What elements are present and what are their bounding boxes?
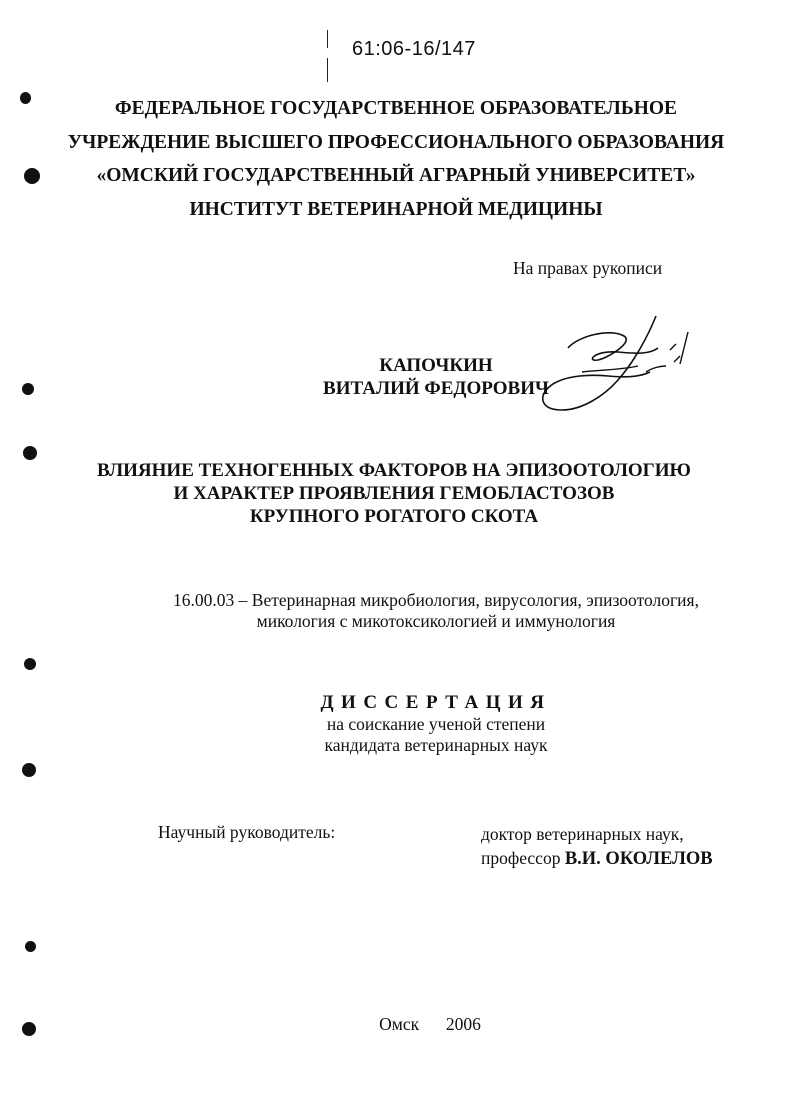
binder-hole-mark bbox=[22, 383, 34, 395]
supervisor-name: В.И. ОКОЛЕЛОВ bbox=[564, 849, 713, 869]
author-signature bbox=[538, 314, 718, 414]
institution-line: ФЕДЕРАЛЬНОЕ ГОСУДАРСТВЕННОЕ ОБРАЗОВАТЕЛЬНОЕ bbox=[114, 98, 678, 119]
dissertation-degree-line: кандидата ветеринарных наук bbox=[324, 735, 548, 755]
supervisor-details bbox=[481, 822, 713, 871]
institution-line: ИНСТИТУТ ВЕТЕРИНАРНОЙ МЕДИЦИНЫ bbox=[189, 198, 603, 220]
institution-line: УЧРЕЖДЕНИЕ ВЫСШЕГО ПРОФЕССИОНАЛЬНОГО ОБРАЗОВАНИЯ bbox=[67, 131, 725, 153]
scan-mark-line bbox=[327, 58, 328, 82]
specialty-line: 16.00.03 – Ветеринарная микробиология, вирусология, эпизоотология, bbox=[173, 590, 699, 610]
thesis-title-line: КРУПНОГО РОГАТОГО СКОТА bbox=[249, 506, 539, 527]
binder-hole-mark bbox=[23, 446, 37, 460]
binder-hole-mark bbox=[25, 941, 36, 952]
specialty bbox=[40, 590, 792, 632]
footer-year: 2006 bbox=[445, 1014, 481, 1034]
footer-city: Омск bbox=[379, 1014, 420, 1034]
thesis-title-line: ВЛИЯНИЕ ТЕХНОГЕННЫХ ФАКТОРОВ НА ЭПИЗООТОЛОГИЮ bbox=[97, 460, 691, 481]
thesis-title-line: И ХАРАКТЕР ПРОЯВЛЕНИЯ ГЕМОБЛАСТОЗОВ bbox=[173, 483, 615, 504]
dissertation-block bbox=[40, 692, 792, 756]
dissertation-heading: ДИССЕРТАЦИЯ bbox=[320, 692, 552, 713]
institution-header bbox=[0, 92, 792, 226]
specialty-line: микология с микотоксикологией и иммунология bbox=[256, 611, 616, 631]
binder-hole-mark bbox=[22, 763, 36, 777]
scan-mark-line bbox=[327, 30, 328, 48]
thesis-title bbox=[0, 459, 790, 528]
supervisor-title-line bbox=[481, 846, 713, 871]
institution-line: «ОМСКИЙ ГОСУДАРСТВЕННЫЙ АГРАРНЫЙ УНИВЕРСИТЕТ» bbox=[96, 165, 696, 186]
binder-hole-mark bbox=[24, 658, 36, 670]
catalog-number: 61:06-16/147 bbox=[352, 38, 476, 60]
dissertation-degree-line: на соискание ученой степени bbox=[326, 714, 546, 734]
supervisor-label: Научный руководитель: bbox=[158, 822, 336, 842]
author-given-names: ВИТАЛИЙ ФЕДОРОВИЧ bbox=[323, 378, 549, 399]
supervisor-title-prefix: профессор bbox=[481, 848, 561, 868]
footer-city-year bbox=[0, 1014, 792, 1035]
author-surname: КАПОЧКИН bbox=[379, 355, 493, 376]
manuscript-rights: На правах рукописи bbox=[513, 258, 663, 278]
supervisor-degree: доктор ветеринарных наук, bbox=[481, 824, 684, 844]
